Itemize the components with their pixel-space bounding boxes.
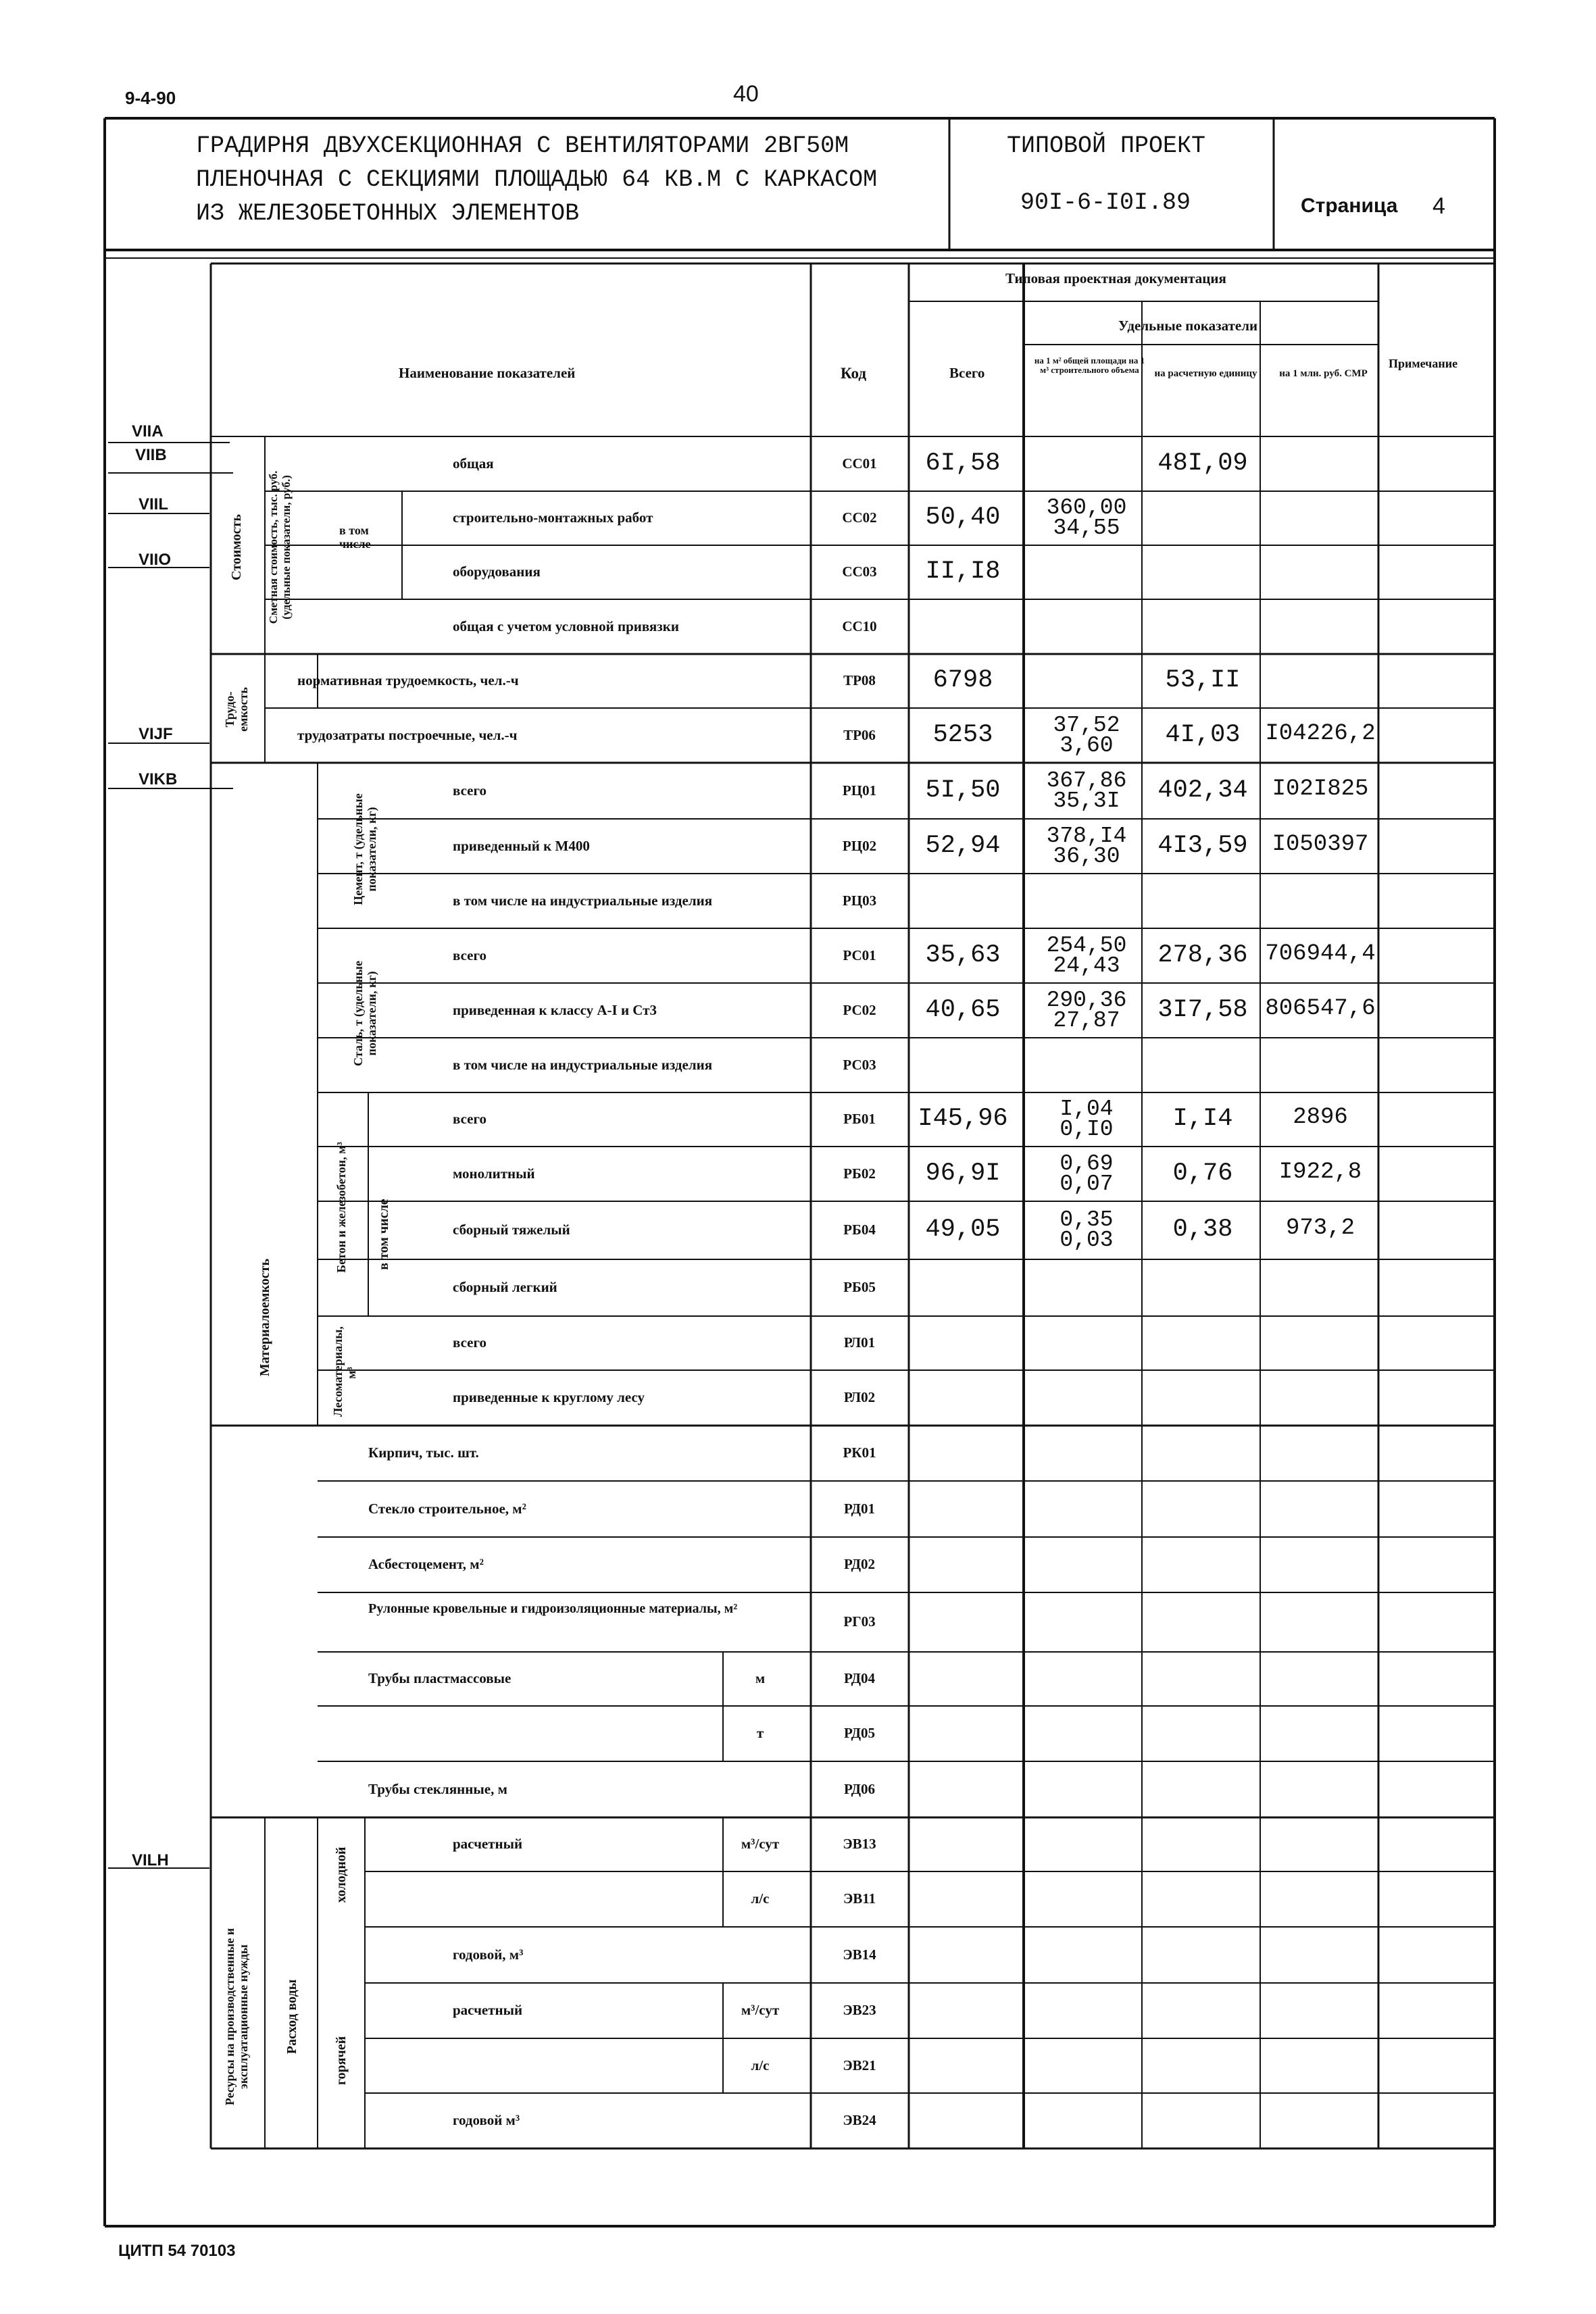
row-total: 5I,50 <box>925 776 1001 805</box>
row-code: РД01 <box>843 1500 876 1517</box>
row-unit-label: м³/сут <box>741 1836 780 1852</box>
row-name: приведенный к М400 <box>453 837 590 854</box>
row-total: 40,65 <box>925 995 1001 1024</box>
row-name: трудозатраты построечные, чел.-ч <box>297 726 518 743</box>
row-code: РС02 <box>843 1001 876 1018</box>
row-per-area-part: 0,07 <box>1059 1171 1114 1197</box>
row-code: ЭВ13 <box>843 1836 876 1852</box>
row-code: ТР06 <box>843 726 876 743</box>
group-cold: холодной <box>334 1846 349 1903</box>
group-resources: Ресурсы на производственные и эксплуатационные нужды <box>223 1928 250 2106</box>
row-per-area-part: 3,60 <box>1059 732 1114 758</box>
row-name: годовой, м³ <box>453 1946 524 1963</box>
row-name: всего <box>453 947 487 963</box>
col-group-header: Типовая проектная документация <box>1005 270 1226 286</box>
sheet-id: 9-4-90 <box>125 88 176 108</box>
row-total: 6798 <box>932 666 993 695</box>
row-per-mln: I02I825 <box>1272 776 1369 802</box>
marker-viia: VIIA <box>132 422 164 441</box>
row-name: строительно-монтажных работ <box>453 509 653 526</box>
row-code: РД04 <box>843 1670 876 1686</box>
marker-viib: VIIB <box>135 446 167 464</box>
row-per-area <box>1032 823 1141 869</box>
row-total: 96,9I <box>925 1159 1001 1188</box>
row-per-area <box>1032 1099 1141 1140</box>
group-cost-sub: Сметная стоимость, тыс. руб. (удельные показатели, руб.) <box>267 470 293 624</box>
row-name: расчетный <box>453 2002 523 2018</box>
row-per-mln: I04226,2 <box>1265 720 1376 747</box>
row-per-area-part: 360,00 <box>1046 495 1127 520</box>
title-line-3: ИЗ ЖЕЛЕЗОБЕТОННЫХ ЭЛЕМЕНТОВ <box>196 200 580 227</box>
row-total: 6I,58 <box>925 449 1001 478</box>
row-code: РК01 <box>843 1444 876 1461</box>
row-code: РД02 <box>843 1556 876 1572</box>
group-cost: Стоимость <box>229 514 244 580</box>
row-unit-label: т <box>756 1725 764 1741</box>
row-per-area <box>1032 932 1141 978</box>
row-per-area-part: 254,50 <box>1046 932 1127 958</box>
row-per-area <box>1032 712 1141 758</box>
row-name: нормативная трудоемкость, чел.-ч <box>297 672 519 688</box>
row-name: общая с учетом условной привязки <box>453 618 679 634</box>
row-code: РЦ02 <box>842 837 877 854</box>
marker-vilh: VILH <box>132 1851 169 1869</box>
row-name: Трубы пластмассовые <box>368 1670 512 1686</box>
row-name: общая <box>453 455 494 472</box>
row-name: в том числе на индустриальные изделия <box>453 892 713 909</box>
row-per-area-part: 35,3I <box>1053 788 1120 813</box>
row-name: сборный тяжелый <box>453 1222 570 1238</box>
row-total: 52,94 <box>925 831 1001 860</box>
row-code: ТР08 <box>843 672 876 688</box>
group-hot: горячей <box>334 2036 349 2086</box>
row-code: ЭВ14 <box>843 1946 876 1963</box>
row-code: РЛ01 <box>843 1334 876 1351</box>
group-concrete: Бетон и железобетон, м³ <box>334 1142 348 1273</box>
row-per-area <box>1032 1151 1141 1197</box>
row-unit-label: м³/сут <box>741 2002 780 2018</box>
row-per-area-part: 0,03 <box>1059 1228 1114 1253</box>
row-name: Трубы стеклянные, м <box>368 1780 507 1797</box>
page-value: 4 <box>1432 193 1445 219</box>
row-per-area <box>1032 1207 1141 1253</box>
row-code: СС03 <box>842 563 877 580</box>
row-per-area <box>1032 768 1141 813</box>
row-name: годовой м³ <box>453 2112 520 2128</box>
row-code: СС02 <box>842 509 877 526</box>
col-total-header: Всего <box>949 365 985 381</box>
row-code: РД06 <box>843 1780 876 1797</box>
project-type: ТИПОВОЙ ПРОЕКТ <box>1007 132 1206 159</box>
row-per-unit: 0,76 <box>1172 1159 1233 1188</box>
row-per-area-part: I,04 <box>1059 1097 1114 1122</box>
row-per-mln: I922,8 <box>1278 1159 1362 1185</box>
row-per-unit: 0,38 <box>1172 1215 1233 1244</box>
group-cement: Цемент, т (удельные показатели, кг) <box>351 793 378 905</box>
row-per-unit: 4I3,59 <box>1157 831 1248 860</box>
in-that-label: в том числе <box>339 524 371 551</box>
title-line-2: ПЛЕНОЧНАЯ С СЕКЦИЯМИ ПЛОЩАДЬЮ 64 КВ.М С КАРКАСОМ <box>196 166 878 193</box>
row-name: Асбестоцемент, м² <box>368 1556 484 1572</box>
row-total: II,I8 <box>925 557 1001 586</box>
row-name: оборудования <box>453 563 541 580</box>
col-per-area-header: на 1 м² общей площади на 1 м³ строительного объема <box>1034 355 1145 375</box>
group-steel: Сталь, т (удельные показатели, кг) <box>351 961 378 1066</box>
row-per-area-part: 0,I0 <box>1059 1117 1114 1142</box>
row-code: РБ01 <box>843 1111 876 1127</box>
group-concrete-in: в том числе <box>376 1199 391 1270</box>
row-per-area-part: 27,87 <box>1053 1007 1120 1033</box>
footer-code: ЦИТП 54 70103 <box>118 2242 236 2260</box>
row-per-area-part: 37,52 <box>1053 712 1120 738</box>
row-per-unit: 53,II <box>1165 666 1241 695</box>
group-materials: Материалоемкость <box>257 1258 272 1377</box>
row-total: 5253 <box>932 720 993 749</box>
row-name: всего <box>453 782 487 799</box>
row-unit-label: м <box>755 1670 766 1686</box>
row-per-area-part: 0,69 <box>1059 1151 1114 1176</box>
row-name: сборный легкий <box>453 1279 557 1295</box>
row-per-mln: 973,2 <box>1285 1215 1355 1241</box>
marker-vikb: VIKB <box>139 770 178 788</box>
row-per-unit: 278,36 <box>1157 940 1248 970</box>
row-code: РЛ02 <box>843 1389 876 1405</box>
row-code: СС10 <box>842 618 877 634</box>
row-per-area-part: 34,55 <box>1053 515 1120 540</box>
row-per-area-part: 367,86 <box>1046 768 1127 793</box>
row-code: РБ02 <box>843 1165 876 1182</box>
row-unit-label: л/с <box>751 2057 770 2073</box>
row-per-unit: 48I,09 <box>1157 449 1248 478</box>
group-labor: Трудо-емкость <box>223 687 250 732</box>
col-per-unit-header: на расчетную единицу <box>1154 368 1257 379</box>
row-name: в том числе на индустриальные изделия <box>453 1056 713 1073</box>
row-name: Рулонные кровельные и гидроизоляционные материалы, м² <box>368 1601 738 1616</box>
col-specific-header: Удельные показатели <box>1118 318 1258 334</box>
row-per-area-part: 24,43 <box>1053 953 1120 978</box>
row-name: монолитный <box>453 1165 535 1182</box>
row-name: всего <box>453 1334 487 1351</box>
group-water: Расход воды <box>284 1979 299 2055</box>
row-per-mln: 806547,6 <box>1265 995 1376 1022</box>
row-unit-label: л/с <box>751 1890 770 1907</box>
row-name: приведенная к классу А-I и Ст3 <box>453 1001 657 1018</box>
row-code: РЦ03 <box>842 892 877 909</box>
project-code: 90I-6-I0I.89 <box>1020 189 1191 216</box>
row-total: 49,05 <box>925 1215 1001 1244</box>
row-per-area-part: 0,35 <box>1059 1207 1114 1232</box>
row-code: РС01 <box>843 947 876 963</box>
row-code: РС03 <box>843 1056 876 1073</box>
group-timber: Лесоматериалы, м³ <box>331 1326 358 1417</box>
row-per-area-part: 36,30 <box>1053 843 1120 869</box>
row-code: РД05 <box>843 1725 876 1741</box>
row-code: ЭВ24 <box>843 2112 876 2128</box>
page-number: 40 <box>733 81 759 107</box>
row-per-mln: 2896 <box>1293 1105 1348 1130</box>
col-per-mln-header: на 1 млн. руб. СМР <box>1279 368 1368 379</box>
row-code: РБ04 <box>843 1222 876 1238</box>
row-per-area-part: 378,I4 <box>1046 823 1127 849</box>
title-line-1: ГРАДИРНЯ ДВУХСЕКЦИОННАЯ С ВЕНТИЛЯТОРАМИ 2ВГ50М <box>196 132 849 159</box>
row-code: РЦ01 <box>842 782 877 799</box>
page-label: Страница <box>1301 195 1398 217</box>
row-total: 35,63 <box>925 940 1001 970</box>
row-per-area-part: 290,36 <box>1046 987 1127 1013</box>
row-code: РБ05 <box>843 1279 876 1295</box>
col-note-header: Примечание <box>1389 357 1458 370</box>
row-total: I45,96 <box>918 1105 1008 1133</box>
row-code: СС01 <box>842 455 877 472</box>
marker-viil: VIIL <box>139 495 169 513</box>
row-per-area <box>1032 987 1141 1033</box>
col-name-header: Наименование показателей <box>399 365 576 381</box>
row-per-unit: 4I,03 <box>1165 720 1241 749</box>
row-per-area <box>1032 495 1141 540</box>
row-per-unit: 402,34 <box>1157 776 1248 805</box>
row-name: Кирпич, тыс. шт. <box>368 1444 479 1461</box>
row-per-mln: I050397 <box>1272 831 1369 857</box>
row-name: расчетный <box>453 1836 523 1852</box>
row-per-mln: 706944,4 <box>1265 940 1376 967</box>
col-code-header: Код <box>841 365 867 382</box>
marker-vijf: VIJF <box>139 725 173 743</box>
row-name: всего <box>453 1111 487 1127</box>
row-per-unit: 3I7,58 <box>1157 995 1248 1024</box>
row-name: Стекло строительное, м² <box>368 1500 526 1517</box>
row-code: ЭВ11 <box>843 1890 876 1907</box>
row-per-unit: I,I4 <box>1172 1105 1233 1133</box>
row-code: ЭВ23 <box>843 2002 876 2018</box>
row-total: 50,40 <box>925 503 1001 532</box>
row-name: приведенные к круглому лесу <box>453 1389 645 1405</box>
row-code: ЭВ21 <box>843 2057 876 2073</box>
marker-viio: VIIO <box>139 551 172 569</box>
row-code: РГ03 <box>843 1613 876 1630</box>
